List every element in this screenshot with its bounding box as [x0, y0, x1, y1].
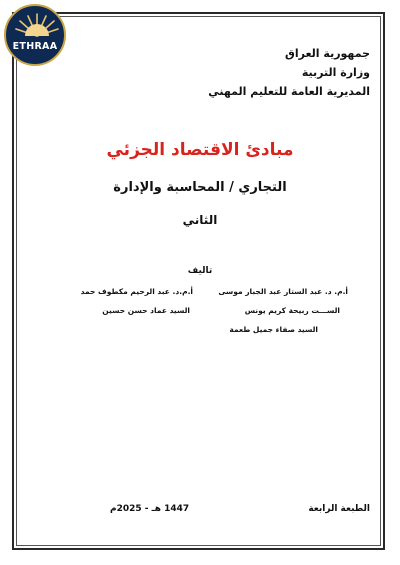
directorate-name: المديرية العامة للتعليم المهني [208, 85, 370, 98]
ethraa-logo [4, 4, 66, 66]
publication-year: 1447 هـ - 2025م [110, 504, 190, 514]
ministry-name: وزارة التربية [301, 66, 370, 79]
grade-level: الثاني [182, 213, 218, 227]
book-title: مبادئ الاقتصاد الجزئي [106, 140, 294, 160]
ministry-header [208, 44, 370, 101]
author-name: السيد صفاء جميل طعمة [229, 325, 318, 334]
country-name: جمهورية العراق [285, 47, 370, 60]
author-name: السيد عماد حسن حسين [102, 306, 190, 315]
author-name: أ.م. د. عبد الستار عبد الجبار موسى [218, 287, 348, 296]
authors-heading: تاليف [187, 266, 213, 276]
edition-label: الطبعة الرابعة [308, 504, 370, 514]
book-subtitle: التجاري / المحاسبة والإدارة [113, 180, 287, 195]
author-name: الســـت ربيحة كريم يونس [244, 306, 340, 315]
logo-text: ETHRAA [12, 41, 58, 52]
author-name: أ.م.د. عبد الرحيم مكطوف حمد [80, 287, 193, 296]
sunburst-icon [6, 6, 66, 66]
